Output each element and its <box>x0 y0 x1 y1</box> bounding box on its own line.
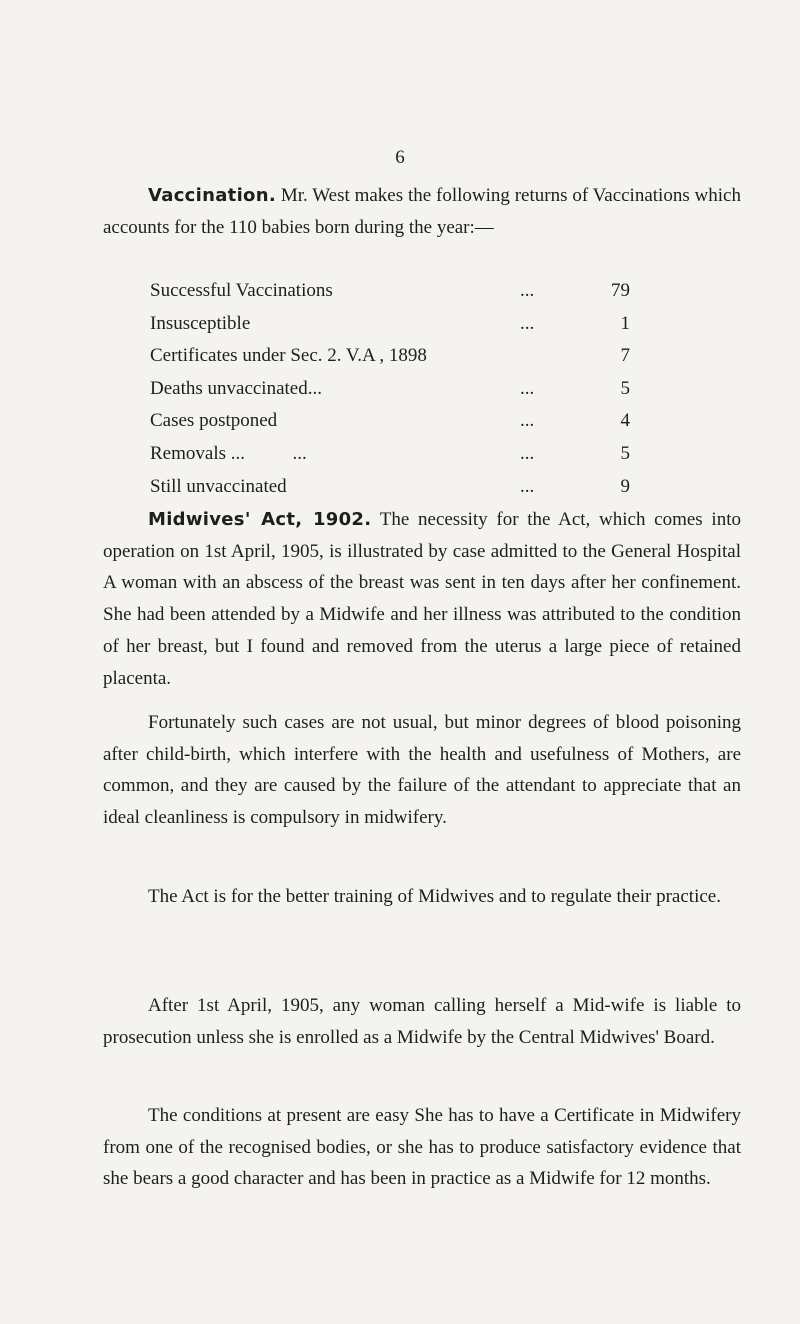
returns-row <box>150 340 630 373</box>
returns-value: 7 <box>620 345 630 367</box>
returns-dots: ... <box>520 377 535 399</box>
returns-row <box>150 471 630 504</box>
returns-value: 1 <box>620 312 630 334</box>
returns-label: Cases postponed <box>150 410 278 432</box>
returns-row <box>150 275 630 308</box>
returns-dots: ... <box>520 312 535 334</box>
returns-label: Still unvaccinated <box>150 475 287 497</box>
vaccination-heading: Vaccination. <box>148 185 276 206</box>
returns-row <box>150 308 630 341</box>
returns-label: Deaths unvaccinated... <box>150 377 322 399</box>
midwives-paragraph-4: After 1st April, 1905, any woman calling herself a Mid-wife is liable to prosecution unless she is enrolled as a Midwife by the Central Midwives' Board. <box>103 995 741 1048</box>
returns-label: Insusceptible <box>150 312 251 334</box>
returns-dots: ... <box>520 475 535 497</box>
returns-dots: ... <box>520 280 535 301</box>
returns-row <box>150 438 630 471</box>
returns-value: 4 <box>620 410 630 432</box>
returns-row <box>150 405 630 438</box>
returns-label: Removals ... ... <box>150 442 307 464</box>
returns-label: Certificates under Sec. 2. V.A , 1898 <box>150 345 427 367</box>
returns-dots: ... <box>520 410 535 432</box>
returns-value: 9 <box>620 475 630 497</box>
midwives-paragraph-2: Fortunately such cases are not usual, but minor degrees of blood poisoning after child-birth, which interfere with the health and usefulness of Mothers, are common, and they are caused by the failure of the attendant to appreciate that an ideal cleanliness is compulsory in midwifery. <box>103 712 741 829</box>
returns-value: 79 <box>611 280 630 301</box>
midwives-heading: Midwives' Act, 1902. <box>148 509 372 530</box>
midwives-paragraph-3: The Act is for the better training of Midwives and to regulate their practice. <box>148 886 721 907</box>
vaccination-returns-table <box>150 275 630 503</box>
vaccination-paragraph <box>103 180 741 243</box>
returns-label: Successful Vaccinations <box>150 280 333 301</box>
vaccination-intro: Mr. West makes the following returns of Vaccinations which accounts for the 110 babies born during the year:— <box>103 185 741 238</box>
returns-row <box>150 373 630 406</box>
returns-value: 5 <box>620 442 630 464</box>
page-number: 6 <box>395 147 405 168</box>
returns-dots: ... <box>520 442 535 464</box>
midwives-paragraph-1 <box>103 504 741 694</box>
returns-value: 5 <box>620 377 630 399</box>
midwives-text-1: The necessity for the Act, which comes into operation on 1st April, 1905, is illustrated by case admitted to the General Hospital A woman with an abscess of the breast was sent in ten days after her confinement. She had been attended by a Midwife and her illness was attributed to the condition of her breast, but I found and removed from the uterus a large piece of retained placenta. <box>103 509 741 689</box>
midwives-paragraph-5: The conditions at present are easy She has to have a Certificate in Midwifery from one of the recognised bodies, or she has to produce satisfactory evidence that she bears a good character and has been in practice as a Midwife for 12 months. <box>103 1105 741 1190</box>
